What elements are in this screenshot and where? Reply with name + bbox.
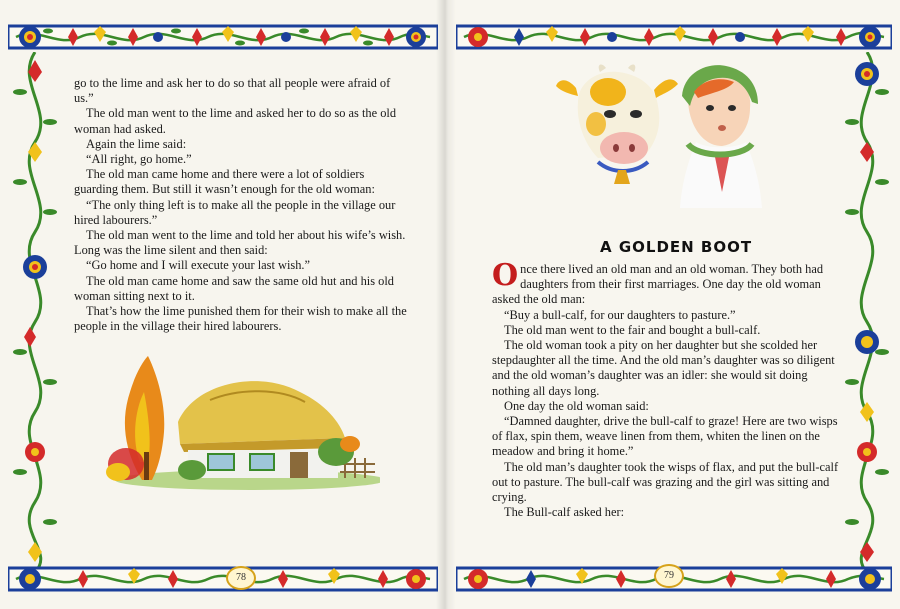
paragraph: The old woman took a pity on her daughter but she scolded her stepdaughter all the time. And the old man’s daughter was so diligent and the old woman’s daughter was an idler: she would sit doing nothing all days long. — [492, 338, 835, 398]
story-title: A GOLDEN BOOT — [600, 238, 753, 256]
right-side-border — [842, 52, 892, 572]
paragraph: go to the lime and ask her to do so that all people were afraid of us.” — [74, 76, 391, 106]
paragraph: “Go home and I will execute your last wish.” — [86, 258, 310, 273]
paragraph: “Buy a bull-calf, for our daughters to pasture.” — [504, 307, 736, 322]
left-page — [0, 0, 446, 609]
left-side-border — [10, 52, 60, 572]
left-page-text — [74, 76, 410, 334]
paragraph: The old man’s daughter took the wisps of flax, and put the bull-calf out to pasture. The bull-calf was grazing and the girl was sitting and crying. — [492, 459, 839, 505]
hut-illustration — [100, 352, 380, 492]
book-gutter — [436, 0, 456, 609]
right-top-border — [456, 14, 892, 58]
paragraph: The old man came home and there were a lot of soldiers guarding them. But still it wasn’t enough for the old woman: — [74, 167, 375, 197]
right-page — [446, 0, 900, 609]
paragraph: “All right, go home.” — [86, 152, 192, 167]
paragraph: The Bull-calf asked her: — [504, 505, 625, 520]
left-top-border — [8, 14, 438, 58]
first-paragraph — [492, 258, 844, 308]
bullcalf-girl-illustration — [538, 62, 798, 212]
page-number-right: 79 — [654, 564, 684, 588]
right-page-text — [492, 258, 844, 520]
paragraph: “Damned daughter, drive the bull-calf to graze! Here are two wisps of flax, spin them, weave linen from them, whiten the linen on the meadow and bring it home.” — [492, 414, 838, 459]
paragraph: “The only thing left is to make all the people in the village our hired labourers.” — [74, 197, 396, 227]
paragraph: One day the old woman said: — [504, 398, 649, 413]
paragraph: Again the lime said: — [86, 136, 187, 151]
first-paragraph-text: nce there lived an old man and an old woman. They both had daughters from their first marriages. One day the old woman asked the old man: — [492, 262, 824, 307]
paragraph: That’s how the lime punished them for their wish to make all the people in the village their hired labourers. — [74, 304, 407, 334]
paragraph: The old man went to the lime and asked her to do so as the old woman had asked. — [74, 106, 397, 136]
left-bottom-border — [8, 560, 438, 600]
paragraph: The old man went to the lime and told her about his wife’s wish. Long was the lime silent and then said: — [74, 228, 406, 258]
drop-cap: O — [492, 258, 519, 293]
paragraph: The old man went to the fair and bought a bull-calf. — [504, 322, 761, 337]
page-number-left: 78 — [226, 566, 256, 590]
paragraph: The old man came home and saw the same old hut and his old woman sitting next to it. — [74, 273, 394, 303]
